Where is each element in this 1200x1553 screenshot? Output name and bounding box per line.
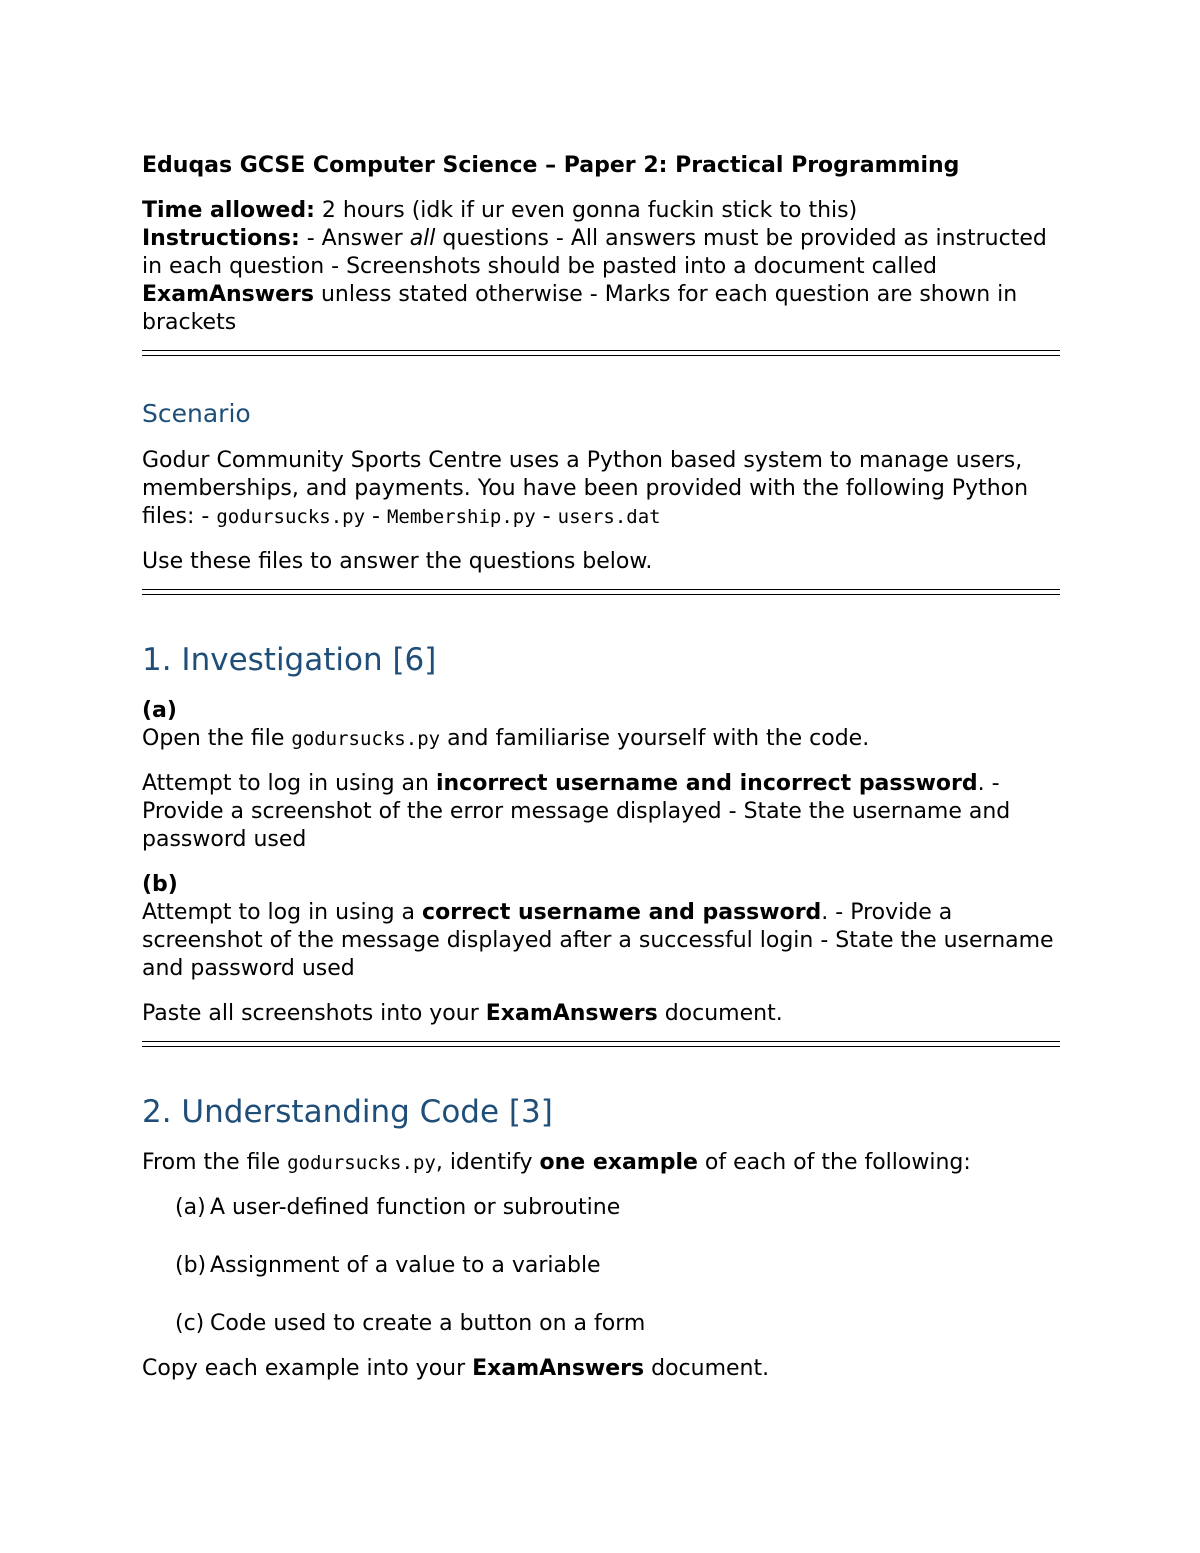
q1a-task-bold: incorrect username and incorrect password xyxy=(435,771,978,796)
question-1-heading: 1. Investigation [6] xyxy=(142,642,437,678)
exam-paper xyxy=(142,152,1062,1383)
q1b-label: (b) xyxy=(142,872,178,897)
instructions-doc-name: ExamAnswers xyxy=(142,282,314,307)
q2-copy-doc: ExamAnswers xyxy=(472,1356,645,1381)
section-divider xyxy=(142,350,1060,356)
list-item-text: A user-defined function or subroutine xyxy=(210,1195,621,1220)
q2-intro xyxy=(142,1149,1062,1177)
q2-copy-text-2: document. xyxy=(644,1356,770,1381)
scenario-sep-2: - xyxy=(535,504,558,529)
instructions-block xyxy=(142,197,1062,337)
section-divider xyxy=(142,1041,1060,1047)
q1a-text-1: Open the file xyxy=(142,726,292,751)
instructions-text-3: unless stated otherwise - Marks for each question are shown in brackets xyxy=(142,282,1018,335)
question-2-heading: 2. Understanding Code [3] xyxy=(142,1094,553,1130)
scenario-text xyxy=(142,447,1062,531)
q1b-block xyxy=(142,871,1062,983)
q1a-label: (a) xyxy=(142,698,177,723)
list-item xyxy=(175,1252,1062,1280)
q1a-file: godursucks.py xyxy=(291,728,441,750)
q2-intro-text-2: , identify xyxy=(435,1150,540,1175)
q1b-bold: correct username and password xyxy=(422,900,822,925)
list-item-label: (a) xyxy=(175,1195,206,1220)
q1a-block xyxy=(142,697,1062,753)
list-item-label: (b) xyxy=(175,1253,207,1278)
instructions-text-1: - Answer xyxy=(299,226,410,251)
q1-paste-text-1: Paste all screenshots into your xyxy=(142,1001,486,1026)
time-label: Time allowed: xyxy=(142,198,315,223)
list-item xyxy=(175,1310,1062,1338)
instructions-all: all xyxy=(409,226,436,251)
q2-copy-text-1: Copy each example into your xyxy=(142,1356,473,1381)
list-item-text: Assignment of a value to a variable xyxy=(210,1253,601,1278)
q2-intro-file: godursucks.py xyxy=(287,1152,436,1174)
scenario-heading: Scenario xyxy=(142,399,251,428)
q1a-task xyxy=(142,770,1062,854)
q2-item-list xyxy=(175,1194,1062,1338)
q1a-task-text-1: Attempt to log in using an xyxy=(142,771,436,796)
section-divider xyxy=(142,589,1060,595)
file-godursucks: godursucks.py xyxy=(216,506,366,528)
q1a-text-2: and familiarise yourself with the code. xyxy=(440,726,870,751)
q2-intro-text-3: of each of the following: xyxy=(697,1150,971,1175)
list-item xyxy=(175,1194,1062,1222)
q1b-text-2: . - Provide a screenshot of the message displayed after a successful login - State the username and password used xyxy=(142,900,1054,981)
q1a-task-text-2: . - Provide a screenshot of the error message displayed - State the username and password used xyxy=(142,771,1011,852)
file-membership: Membership.py xyxy=(386,506,536,528)
list-item-text: Code used to create a button on a form xyxy=(210,1311,646,1336)
q1b-text-1: Attempt to log in using a xyxy=(142,900,423,925)
q1-paste-doc: ExamAnswers xyxy=(485,1001,658,1026)
q2-intro-bold: one example xyxy=(539,1150,698,1175)
q1-paste-instruction xyxy=(142,1000,1062,1028)
time-value: 2 hours (idk if ur even gonna fuckin stick to this) xyxy=(314,198,858,223)
file-users-dat: users.dat xyxy=(557,506,661,528)
scenario-sep-1: - xyxy=(365,504,387,529)
instructions-label: Instructions: xyxy=(142,226,300,251)
q2-intro-text-1: From the file xyxy=(142,1150,288,1175)
scenario-text-1: Godur Community Sports Centre uses a Python based system to manage users, memberships, and payments. You have been provided with the following Python files: - xyxy=(142,448,1029,529)
q2-copy-instruction xyxy=(142,1355,1062,1383)
q1-paste-text-2: document. xyxy=(657,1001,783,1026)
scenario-instruction: Use these files to answer the questions below. xyxy=(142,549,653,574)
paper-title: Eduqas GCSE Computer Science – Paper 2: Practical Programming xyxy=(142,153,960,178)
list-item-label: (c) xyxy=(175,1311,205,1336)
instructions-text-2: questions - All answers must be provided as instructed in each question - Screenshots should be pasted into a document called xyxy=(142,226,1047,279)
